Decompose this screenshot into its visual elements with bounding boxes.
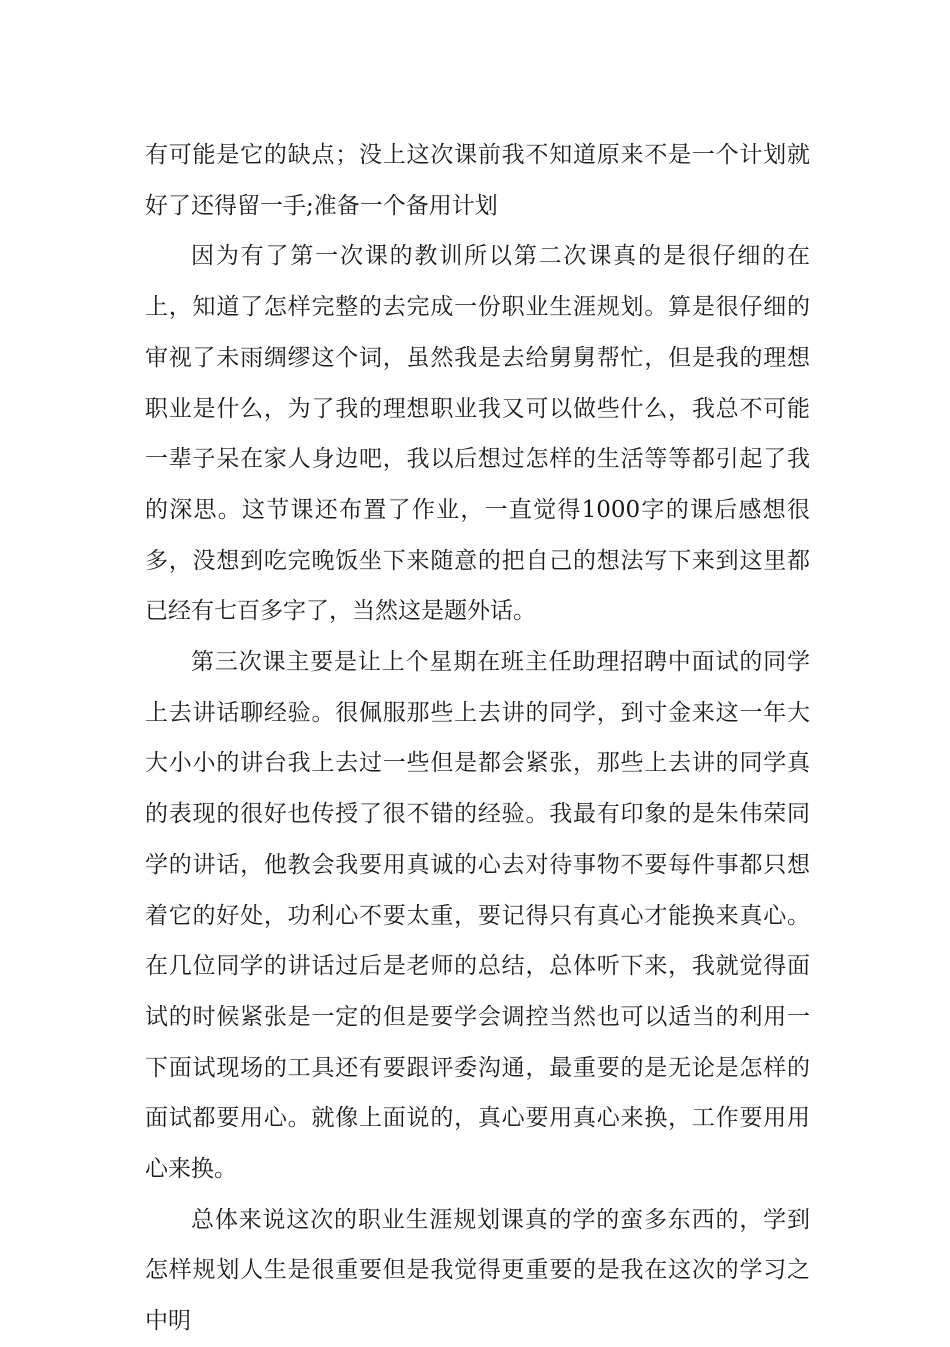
paragraph-summary: 总体来说这次的职业生涯规划课真的学的蛮多东西的，学到怎样规划人生是很重要但是我觉得更重要的是我在这次的学习之中明 <box>145 1206 810 1335</box>
paragraph-second-class: 因为有了第一次课的教训所以第二次课真的是很仔细的在上，知道了怎样完整的去完成一份职业生涯规划。算是很仔细的审视了未雨绸缪这个词，虽然我是去给舅舅帮忙，但是我的理想职业是什么，为了我的理想职业我又可以做些什么，我总不可能一辈子呆在家人身边吧，我以后想过怎样的生活等等都引起了我的深思。这节课还布置了作业，一直觉得1000字的课后感想很多，没想到吃完晚饭坐下来随意的把自己的想法写下来到这里都已经有七百多字了，当然这是题外话。 <box>145 243 810 625</box>
paragraph-third-class: 第三次课主要是让上个星期在班主任助理招聘中面试的同学上去讲话聊经验。很佩服那些上去讲的同学，到寸金来这一年大大小小的讲台我上去过一些但是都会紧张，那些上去讲的同学真的表现的很好也传授了很不错的经验。我最有印象的是朱伟荣同学的讲话，他教会我要用真诚的心去对待事物不要每件事都只想着它的好处，功利心不要太重，要记得只有真心才能换来真心。在几位同学的讲话过后是老师的总结，总体听下来，我就觉得面试的时候紧张是一定的但是要学会调控当然也可以适当的利用一下面试现场的工具还有要跟评委沟通，最重要的是无论是怎样的面试都要用心。就像上面说的，真心要用真心来换，工作要用用心来换。 <box>145 649 810 1183</box>
paragraph-continued: 有可能是它的缺点；没上这次课前我不知道原来不是一个计划就好了还得留一手;准备一个备用计划 <box>145 142 810 219</box>
document-body <box>145 130 810 1347</box>
